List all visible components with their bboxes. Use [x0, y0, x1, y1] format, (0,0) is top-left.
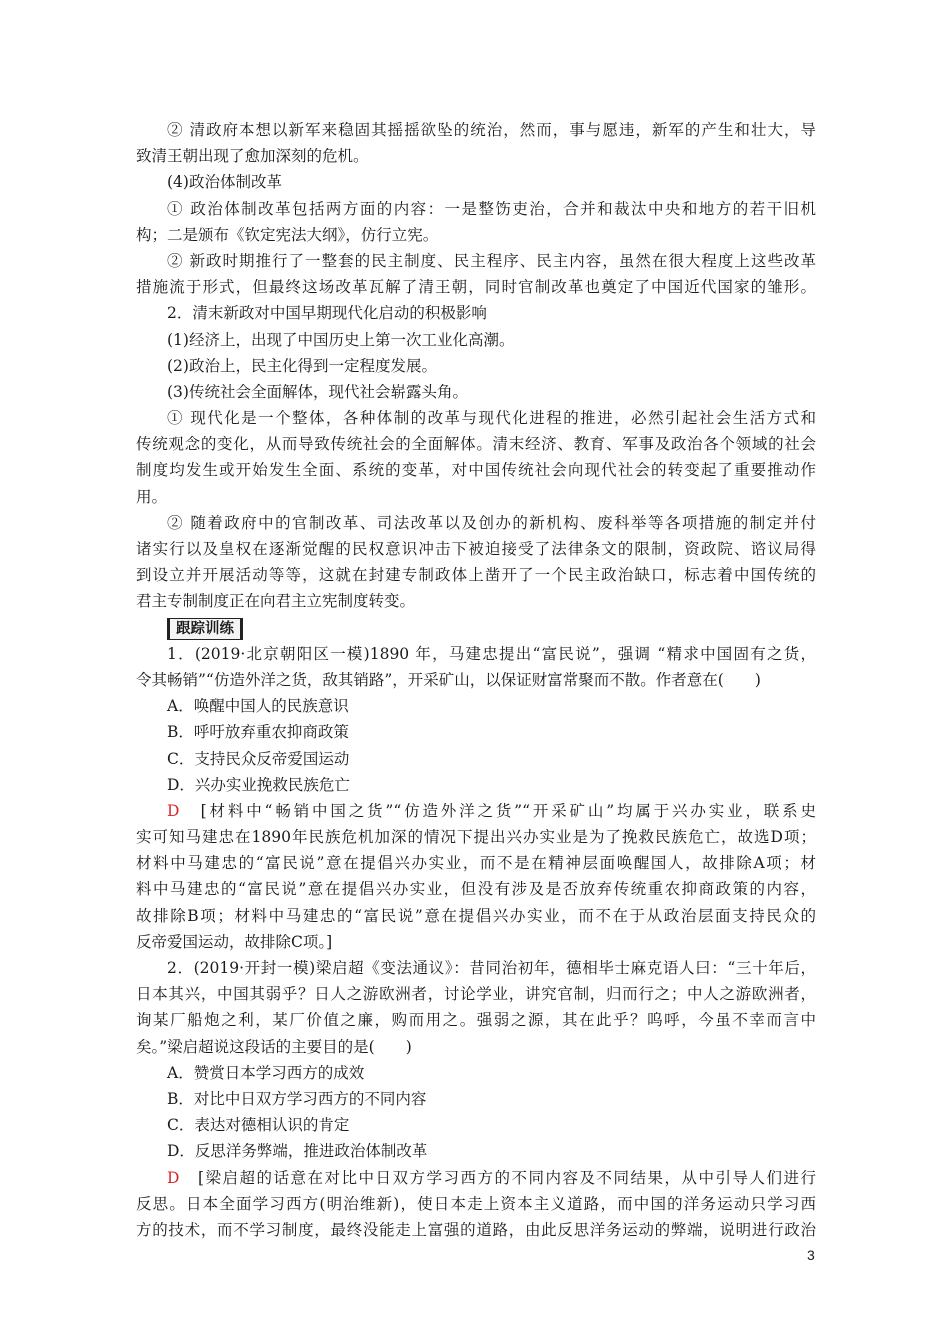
line-text: D．兴办实业挽救民族危亡	[167, 775, 350, 794]
section-title: 跟踪训练	[167, 618, 243, 640]
text-line	[136, 274, 816, 300]
line-text: D．反思洋务弊端，推进政治体制改革	[167, 1142, 428, 1161]
line-text: 措施流于形式，但最终这场改革瓦解了清王朝，同时官制改革也奠定了中国近代国家的雏形。	[136, 278, 816, 297]
line-text: 询某厂船炮之利，某厂价值之廉，购而用之。强弱之源，其在此乎？呜呼，今虽不幸而言中	[136, 1011, 816, 1030]
line-text: 反思。日本全面学习西方(明治维新)，使日本走上资本主义道路，而中国的洋务运动只学习西	[136, 1194, 816, 1213]
text-line	[136, 562, 816, 588]
line-text: ① 现代化是一个整体，各种体制的改革与现代化进程的推进，必然引起社会生活方式和	[167, 409, 816, 428]
line-text: B．呼吁放弃重农抑商政策	[167, 723, 349, 742]
option-c	[136, 746, 816, 772]
question-line	[136, 1034, 816, 1060]
explanation-line	[136, 1191, 816, 1217]
question-line	[136, 667, 816, 693]
explanation-line	[136, 850, 816, 876]
line-text: 矣。”梁启超说这段话的主要目的是( )	[136, 1037, 412, 1056]
line-text: 反帝爱国运动，故排除C项。]	[136, 932, 333, 951]
line-text: 2．清末新政对中国早期现代化启动的积极影响	[167, 304, 487, 323]
line-text: ① 政治体制改革包括两方面的内容：一是整饬吏治，合并和裁汰中央和地方的若干旧机	[167, 199, 816, 218]
option-b	[136, 719, 816, 745]
text-line	[136, 222, 816, 248]
text-line	[136, 117, 816, 143]
line-text: A．赞赏日本学习西方的成效	[167, 1063, 365, 1082]
line-text: B．对比中日双方学习西方的不同内容	[167, 1089, 427, 1108]
explanation-line	[136, 1217, 816, 1243]
line-text: 2．(2019·开封一模)梁启超《变法通议》：昔同治初年，德相毕士麻克语人曰：“三十年后，	[167, 959, 816, 977]
line-text: 用。	[136, 487, 168, 506]
line-text: ② 随着政府中的官制改革、司法改革以及创办的新机构、废科举等各项措施的制定并付	[167, 513, 816, 532]
text-line	[136, 405, 816, 431]
line-text: 实可知马建忠在1890年民族危机加深的情况下提出兴办实业是为了挽救民族危亡，故选D项；	[136, 828, 816, 847]
option-a	[136, 1060, 816, 1086]
text-line	[136, 588, 816, 614]
line-text: 令其畅销”“仿造外洋之货，敌其销路”，开采矿山，以保证财富常聚而不散。作者意在( )	[136, 670, 761, 689]
explanation-line	[136, 824, 816, 850]
option-d	[136, 772, 816, 798]
text-line	[136, 510, 816, 536]
line-text: (3)传统社会全面解体，现代社会崭露头角。	[167, 382, 468, 401]
line-text: 方的技术，而不学习制度，最终没能走上富强的道路，由此反思洋务运动的弊端，说明进行政治	[136, 1220, 816, 1239]
line-text: (1)经济上，出现了中国历史上第一次工业化高潮。	[167, 330, 515, 349]
explanation-line	[136, 903, 816, 929]
line-text: 构；二是颁布《钦定宪法大纲》，仿行立宪。	[136, 225, 439, 244]
text-line	[136, 169, 816, 195]
line-text: C．表达对德相认识的肯定	[167, 1116, 350, 1135]
question-line	[136, 955, 816, 981]
text-line	[136, 300, 816, 326]
explanation-line	[136, 929, 816, 955]
line-text: 致清王朝出现了愈加深刻的危机。	[136, 147, 369, 166]
line-text: 君主专制制度正在向君主立宪制度转变。	[136, 592, 416, 611]
explanation-line	[136, 798, 816, 824]
line-text: ② 清政府本想以新军来稳固其摇摇欲坠的统治，然而，事与愿违，新军的产生和壮大，导	[167, 121, 816, 139]
option-d	[136, 1138, 816, 1164]
text-line	[136, 248, 816, 274]
line-text: 到设立并开展活动等等，这就在封建专制政体上凿开了一个民主政治缺口，标志着中国传统的	[136, 566, 816, 585]
text-line	[136, 353, 816, 379]
line-text: 1．(2019·北京朝阳区一模)1890 年，马建忠提出“富民说”，强调 “精求中国固有之货，	[167, 644, 816, 663]
line-text: 材料中马建忠的“富民说”意在提倡兴办实业，而不是在精神层面唤醒国人，故排除A项；材	[136, 854, 816, 873]
question-line	[136, 1007, 816, 1033]
line-text: ② 新政时期推行了一整套的民主制度、民主程序、民主内容，虽然在很大程度上这些改革	[167, 251, 816, 270]
page-number: 3	[807, 1247, 815, 1263]
text-line	[136, 196, 816, 222]
explanation-line	[136, 876, 816, 902]
option-c	[136, 1112, 816, 1138]
line-text: A．唤醒中国人的民族意识	[167, 697, 349, 716]
line-text: 诸实行以及皇权在逐渐觉醒的民权意识冲击下被迫接受了法律条文的限制，资政院、谘议局得	[136, 540, 816, 558]
line-text: 料中马建忠的“富民说”意在提倡兴办实业，但没有涉及是否放弃传统重农抑商政策的内容，	[136, 880, 816, 899]
line-text: (4)政治体制改革	[167, 173, 282, 192]
question-line	[136, 981, 816, 1007]
question-line	[136, 641, 816, 667]
line-text: 故排除B项；材料中马建忠的“富民说”意在提倡兴办实业，而不在于从政治层面支持民众的	[136, 906, 816, 925]
text-line	[136, 536, 816, 562]
section-header	[136, 615, 816, 641]
answer-letter: D	[167, 1168, 180, 1187]
text-line	[136, 484, 816, 510]
text-line	[136, 379, 816, 405]
text-line	[136, 431, 816, 457]
page-content	[136, 117, 816, 1243]
line-text: [材料中“畅销中国之货”“仿造外洋之货”“开采矿山”均属于兴办实业，联系史	[179, 801, 816, 820]
text-line	[136, 143, 816, 169]
line-text: (2)政治上，民主化得到一定程度发展。	[167, 356, 437, 375]
explanation-line	[136, 1165, 816, 1191]
option-b	[136, 1086, 816, 1112]
answer-letter: D	[167, 801, 180, 820]
line-text: C．支持民众反帝爱国运动	[167, 749, 350, 768]
option-a	[136, 693, 816, 719]
text-line	[136, 457, 816, 483]
text-line	[136, 327, 816, 353]
line-text: 日本其兴，中国其弱乎？日人之游欧洲者，讨论学业，讲究官制，归而行之；中人之游欧洲者，	[136, 985, 816, 1004]
line-text: 制度均发生或开始发生全面、系统的变革，对中国传统社会向现代社会的转变起了重要推动作	[136, 461, 816, 480]
line-text: 传统观念的变化，从而导致传统社会的全面解体。清末经济、教育、军事及政治各个领域的社会	[136, 435, 816, 454]
line-text: [梁启超的话意在对比中日双方学习西方的不同内容及不同结果，从中引导人们进行	[179, 1168, 816, 1187]
